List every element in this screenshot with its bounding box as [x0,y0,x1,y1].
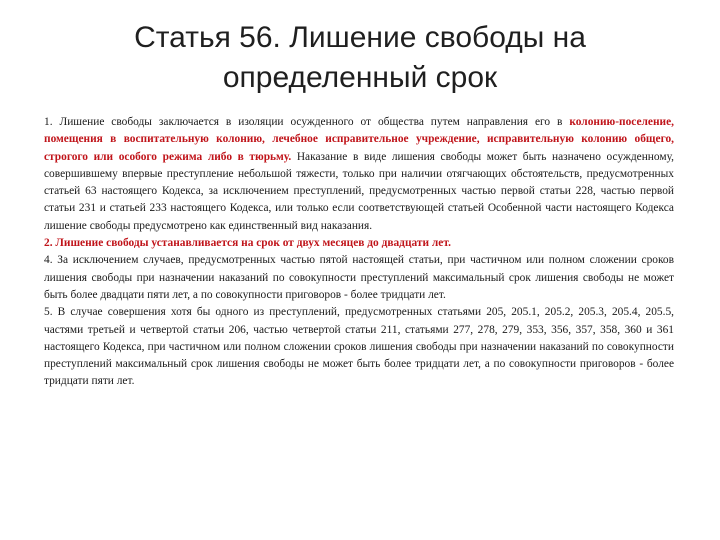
paragraph-1 [44,114,674,235]
page-title [60,18,660,98]
paragraph-2: 2. Лишение свободы устанавливается на срок от двух месяцев до двадцати лет. [44,237,451,250]
paragraph-1-rest: Наказание в виде лишения свободы может быть назначено осужденному, совершившему впервые преступление небольшой тяжести, только при наличии отягчающих обстоятельств, предусмотренных статьей 63 настоящего Кодекса, за исключением преступлений, предусмотренных частью первой статьи 228, частью первой статьи 231 и статьей 233 настоящего Кодекса, или только если соответствующей статьей Особенной части настоящего Кодекса лишение свободы предусмотрено как единственный вид наказания. [44,150,674,232]
title-line-1: Статья 56. Лишение свободы на [134,21,586,54]
paragraph-5: 5. В случае совершения хотя бы одного из преступлений, предусмотренных статьями 205, 205.1, 205.2, 205.3, 205.4, 205.5, частями третьей и четвертой статьи 206, частью четвертой статьи 211, статьями 277, 278, 279, 353, 356, 357, 358, 360 и 361 настоящего Кодекса, при частичном или полном сложении сроков лишения свободы при назначении наказаний по совокупности преступлений максимальный срок лишения свободы не может быть более тридцати лет, а по совокупности приговоров - более тридцати пяти лет. [44,306,674,388]
paragraph-1-intro: 1. Лишение свободы заключается в изоляции осужденного от общества путем направления его в [44,116,570,128]
article-body [44,114,674,391]
paragraph-4: 4. За исключением случаев, предусмотренных частью пятой настоящей статьи, при частичном или полном сложении сроков лишения свободы при назначении наказаний по совокупности преступлений максимальный срок лишения свободы не может быть более двадцати пяти лет, а по совокупности приговоров - более тридцати лет. [44,254,674,301]
title-line-2: определенный срок [222,61,498,94]
paragraph-1-highlight: колонию-поселение, помещения в воспитательную колонию, лечебное исправительное учреждение, исправительную колонию общего, строгого или особого режима либо в тюрьму. [44,116,674,163]
